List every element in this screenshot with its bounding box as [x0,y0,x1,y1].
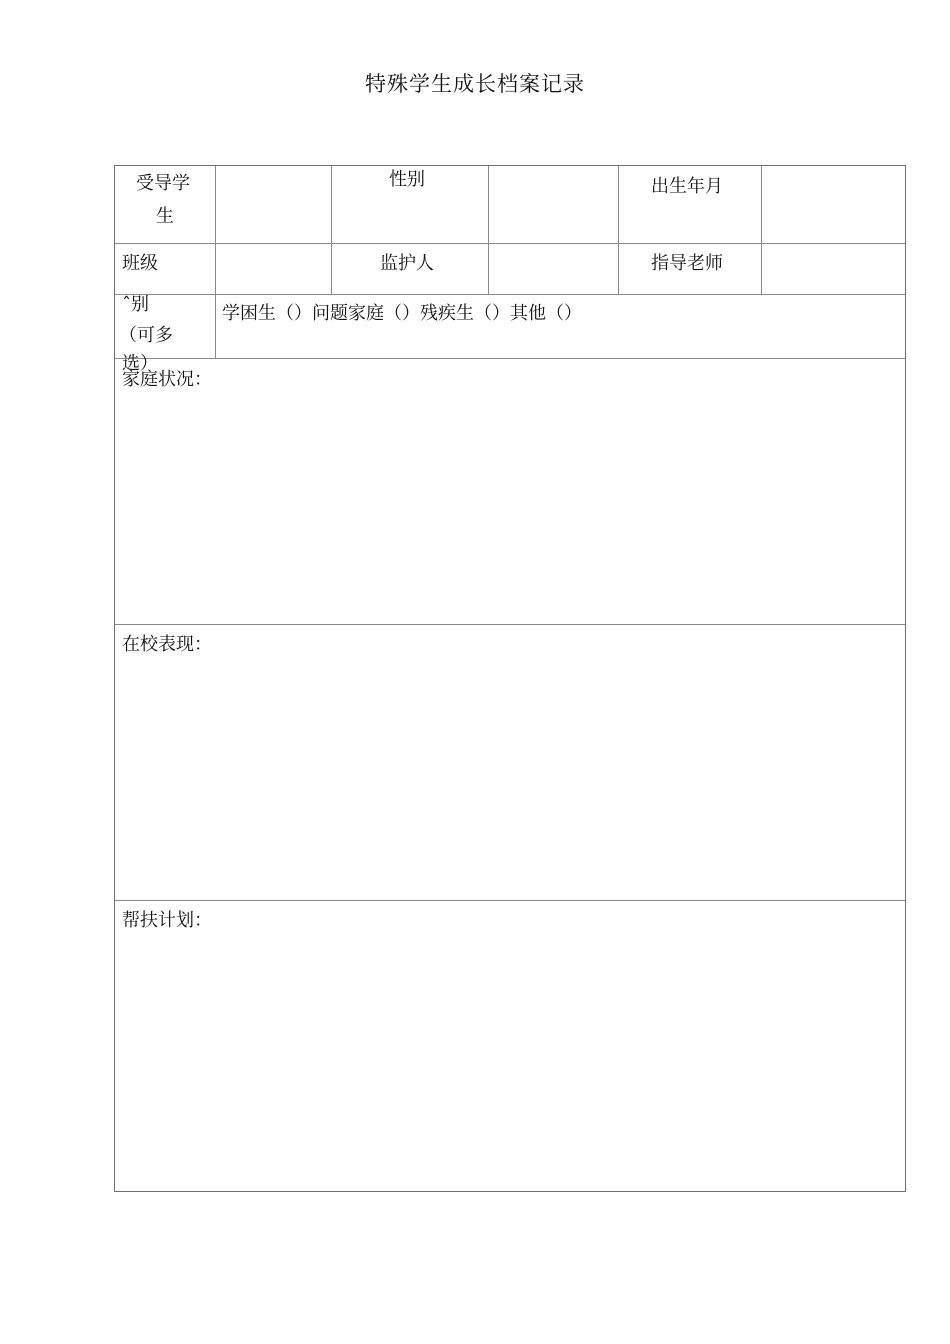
student-label-line1: 受导学 [136,173,190,194]
category-label-cell [115,294,215,374]
birth-date-field[interactable] [762,166,905,243]
mentor-field[interactable] [762,244,905,294]
row-divider-3 [115,358,905,359]
col-divider-2 [331,166,332,294]
category-label-line1: ˆ别 [122,294,149,315]
category-label-line3: 选） [122,353,158,374]
student-label-line2: 生 [156,206,174,227]
school-performance-label: 在校表现： [122,634,212,655]
family-status-label: 家庭状况： [122,369,212,390]
archive-form-table [114,165,906,1192]
gender-label: 性别 [389,169,425,190]
mentor-label: 指导老师 [651,253,723,274]
guardian-label: 监护人 [380,253,434,274]
birth-date-label: 出生年月 [651,176,723,197]
category-label-line2: （可多 [119,325,173,346]
page-title: 特殊学生成长档案记录 [365,72,585,96]
row-divider-4 [115,624,905,625]
class-field[interactable] [216,244,331,294]
support-plan-field[interactable] [115,937,905,1191]
support-plan-label: 帮扶计划： [122,910,212,931]
family-status-field[interactable] [115,396,905,624]
category-options[interactable]: 学困生（）问题家庭（）残疾生（）其他（） [222,303,582,324]
row-divider-2 [115,294,905,295]
school-performance-field[interactable] [115,661,905,900]
class-label: 班级 [122,253,158,274]
col-divider-4 [618,166,619,294]
gender-field[interactable] [489,166,618,243]
student-name-field[interactable] [216,166,331,243]
guardian-field[interactable] [489,244,618,294]
row-divider-5 [115,900,905,901]
